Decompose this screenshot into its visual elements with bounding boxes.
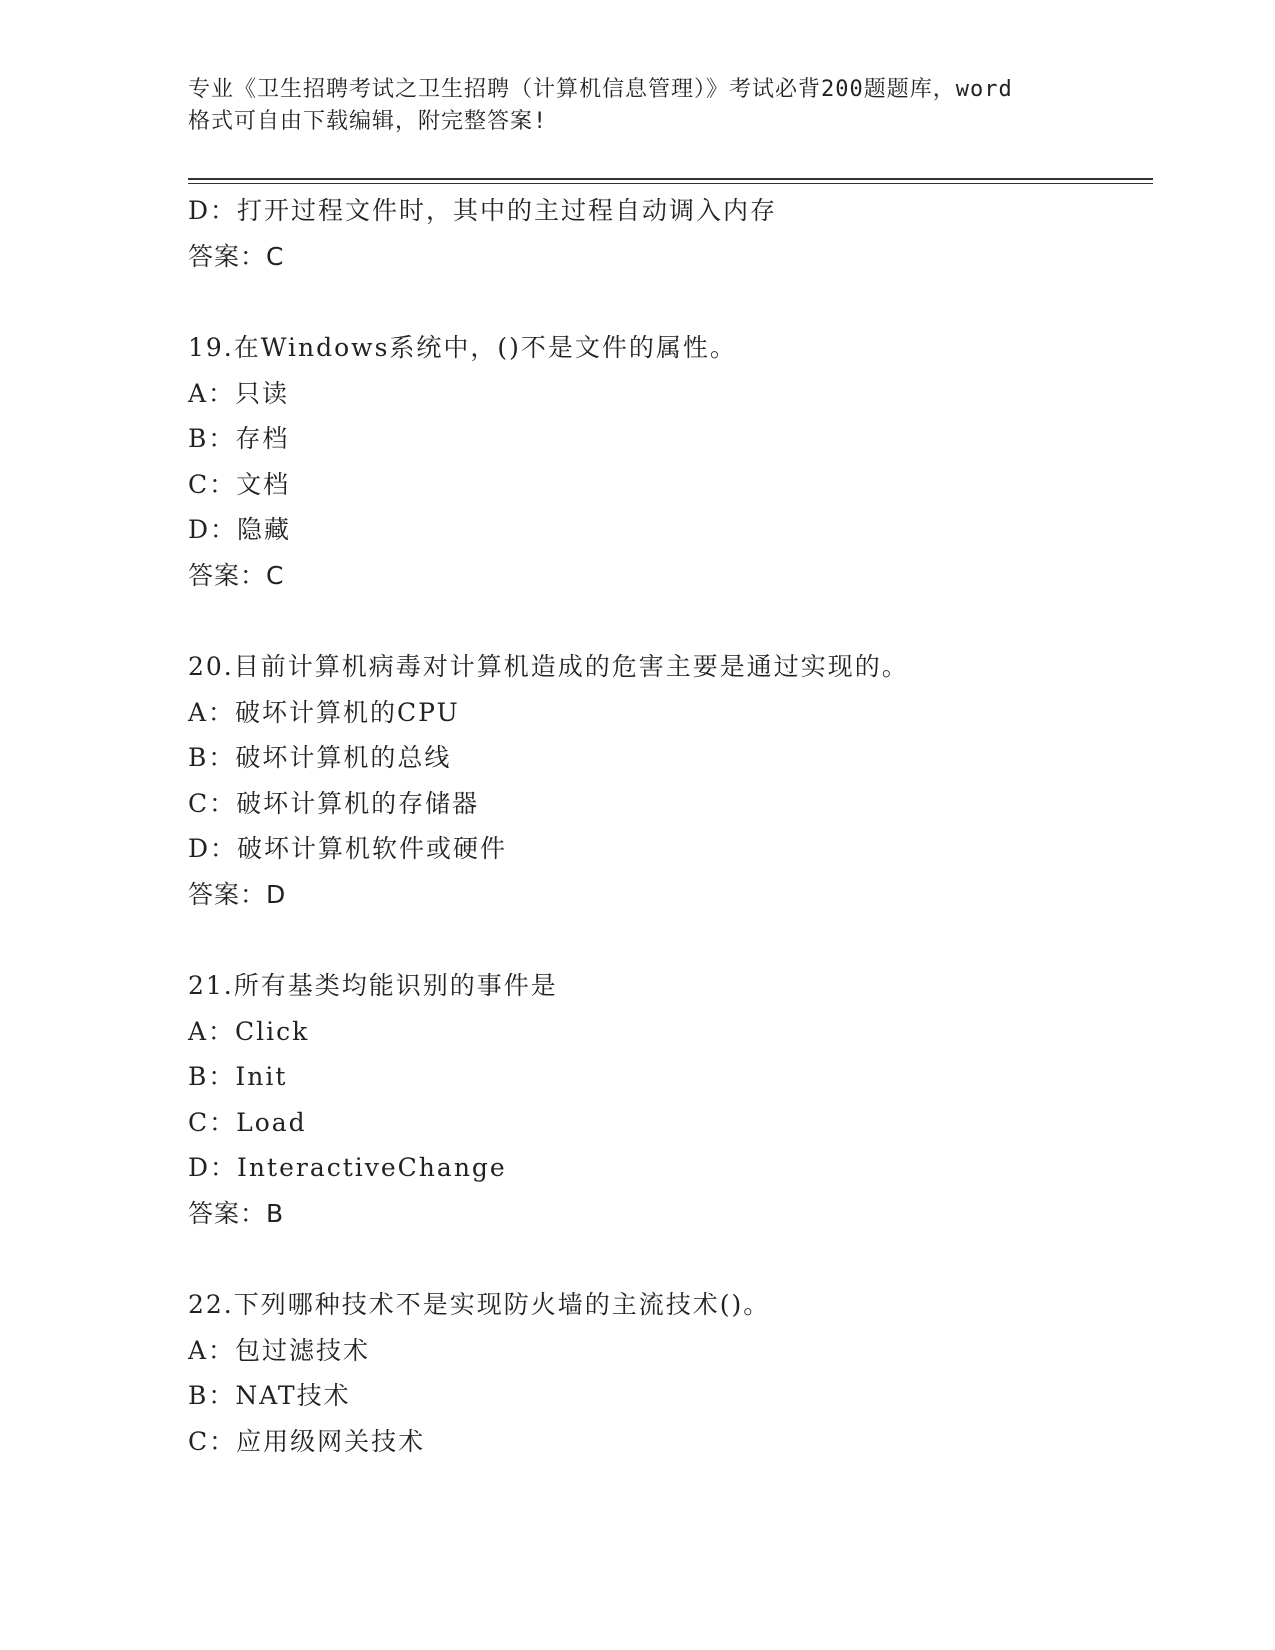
answer: 答案：D <box>188 879 287 909</box>
option-d: D：隐藏 <box>188 515 292 544</box>
option-b: B：破坏计算机的总线 <box>188 743 452 772</box>
question-block <box>188 1282 1153 1464</box>
header-divider-thick <box>188 178 1153 180</box>
question-text: 19.在Windows系统中，()不是文件的属性。 <box>188 333 737 362</box>
option-d: D：破坏计算机软件或硬件 <box>188 834 508 863</box>
block-spacer <box>188 1236 1153 1282</box>
question-text: 20.目前计算机病毒对计算机造成的危害主要是通过实现的。 <box>188 652 909 681</box>
option-c: C：文档 <box>188 469 291 499</box>
block-spacer <box>188 917 1153 963</box>
answer: 答案：C <box>188 241 285 271</box>
answer: 答案：B <box>188 1198 285 1228</box>
option-b: B：存档 <box>188 424 290 453</box>
option-a: A：只读 <box>188 378 290 408</box>
answer: 答案：C <box>188 560 285 590</box>
option-a: A：破坏计算机的CPU <box>188 697 460 727</box>
block-spacer <box>188 598 1153 644</box>
option-c: C：破坏计算机的存储器 <box>188 788 480 818</box>
option-c: C：应用级网关技术 <box>188 1426 426 1456</box>
question-list <box>188 188 1153 1464</box>
option-b: B：NAT技术 <box>188 1381 351 1410</box>
question-block <box>188 644 1153 917</box>
header-divider-thin <box>188 183 1153 184</box>
block-spacer <box>188 279 1153 325</box>
header-line-1: 专业《卫生招聘考试之卫生招聘（计算机信息管理）》考试必背200题题库，word <box>188 77 1013 102</box>
option-c: C：Load <box>188 1107 307 1137</box>
question-text: 22.下列哪种技术不是实现防火墙的主流技术()。 <box>188 1290 771 1319</box>
option-b: B：Init <box>188 1062 288 1091</box>
option-a: A：包过滤技术 <box>188 1335 371 1365</box>
header-line-2: 格式可自由下载编辑，附完整答案! <box>188 109 548 134</box>
option-d: D：打开过程文件时，其中的主过程自动调入内存 <box>188 196 778 225</box>
option-a: A：Click <box>188 1016 310 1046</box>
question-text: 21.所有基类均能识别的事件是 <box>188 971 558 1000</box>
question-block <box>188 963 1153 1236</box>
option-d: D：InteractiveChange <box>188 1153 507 1182</box>
question-block <box>188 188 1153 279</box>
document-header <box>188 74 1088 138</box>
question-block <box>188 325 1153 598</box>
